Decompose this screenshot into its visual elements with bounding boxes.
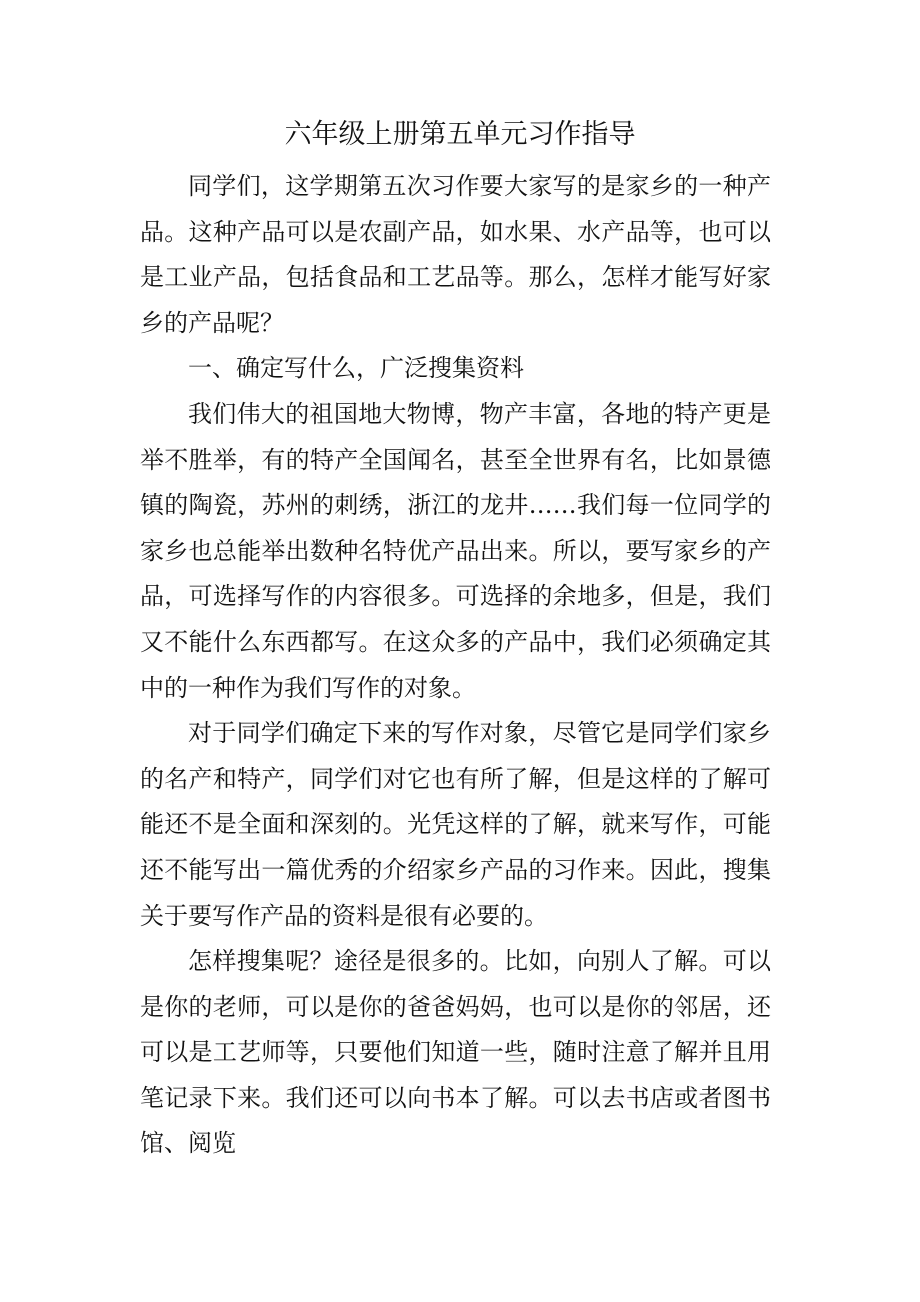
paragraph-research: 对于同学们确定下来的写作对象，尽管它是同学们家乡的名产和特产，同学们对它也有所了解，但是这样的了解可能还不是全面和深刻的。光凭这样的了解，就来写作，可能还不能写出一篇优秀的介绍家乡产品的习作来。因此，搜集关于要写作产品的资料是很有必要的。	[140, 719, 771, 930]
section-heading: 一、确定写什么，广泛搜集资料	[188, 354, 524, 383]
paragraph-methods: 怎样搜集呢？途径是很多的。比如，向别人了解。可以是你的老师，可以是你的爸爸妈妈，也可以是你的邻居，还可以是工艺师等，只要他们知道一些，随时注意了解并且用笔记录下来。我们还可以向书本了解。可以去书店或者图书馆、阅览	[140, 947, 771, 1158]
paragraph-intro: 同学们，这学期第五次习作要大家写的是家乡的一种产品。这种产品可以是农副产品，如水果、水产品等，也可以是工业产品，包括食品和工艺品等。那么，怎样才能写好家乡的产品呢？	[140, 172, 771, 337]
document-body	[140, 164, 771, 1167]
paragraph-products: 我们伟大的祖国地大物博，物产丰富，各地的特产更是举不胜举，有的特产全国闻名，甚至全世界有名，比如景德镇的陶瓷，苏州的刺绣，浙江的龙井……我们每一位同学的家乡也总能举出数种名特优产品出来。所以，要写家乡的产品，可选择写作的内容很多。可选择的余地多，但是，我们又不能什么东西都写。在这众多的产品中，我们必须确定其中的一种作为我们写作的对象。	[140, 399, 771, 702]
document-title: 六年级上册第五单元习作指导	[284, 119, 636, 150]
